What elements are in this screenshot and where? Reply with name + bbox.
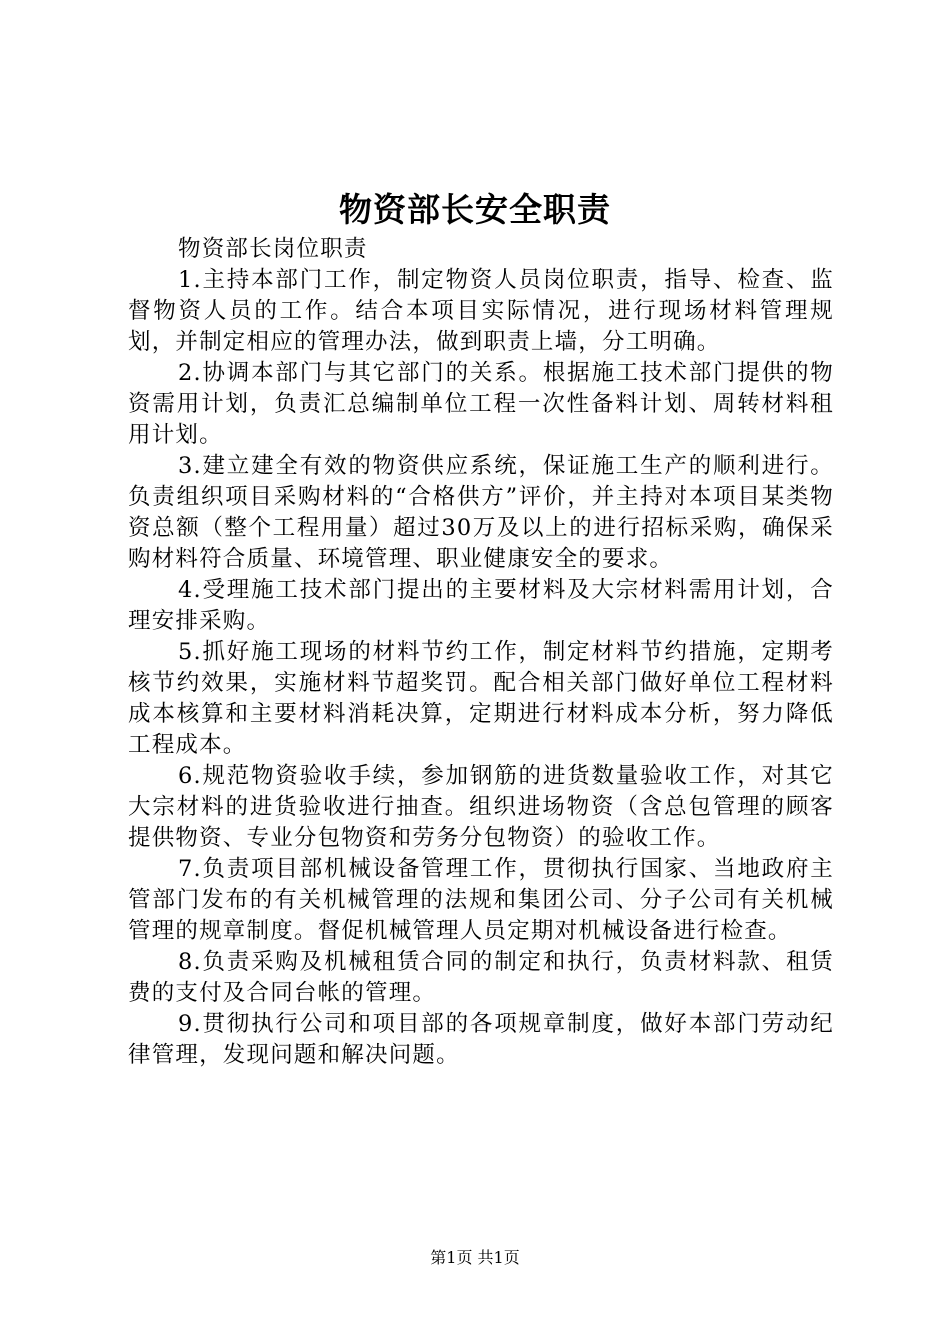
duty-item-5: 5.抓好施工现场的材料节约工作，制定材料节约措施，定期考核节约效果，实施材料节超奖罚。配合相关部门做好单位工程材料成本核算和主要材料消耗决算，定期进行材料成本分析，努力降低工程成本。 — [128, 639, 834, 758]
duty-item-8: 8.负责采购及机械租赁合同的制定和执行，负责材料款、租赁费的支付及合同台帐的管理。 — [128, 949, 834, 1006]
duty-item-1: 1.主持本部门工作，制定物资人员岗位职责，指导、检查、监督物资人员的工作。结合本项目实际情况，进行现场材料管理规划，并制定相应的管理办法，做到职责上墙，分工明确。 — [128, 267, 834, 355]
section-heading: 物资部长岗位职责 — [178, 236, 368, 262]
duty-item-6: 6.规范物资验收手续，参加钢筋的进货数量验收工作，对其它大宗材料的进货验收进行抽查。组织进场物资（含总包管理的顾客提供物资、专业分包物资和劳务分包物资）的验收工作。 — [128, 763, 834, 851]
duty-item-9: 9.贯彻执行公司和项目部的各项规章制度，做好本部门劳动纪律管理，发现问题和解决问题。 — [128, 1011, 834, 1068]
document-title: 物资部长安全职责 — [339, 190, 611, 229]
duty-item-4: 4.受理施工技术部门提出的主要材料及大宗材料需用计划，合理安排采购。 — [128, 577, 834, 634]
document-body — [128, 234, 834, 1071]
duty-item-7: 7.负责项目部机械设备管理工作，贯彻执行国家、当地政府主管部门发布的有关机械管理的法规和集团公司、分子公司有关机械管理的规章制度。督促机械管理人员定期对机械设备进行检查。 — [128, 856, 834, 944]
duty-item-2: 2.协调本部门与其它部门的关系。根据施工技术部门提供的物资需用计划，负责汇总编制单位工程一次性备料计划、周转材料租用计划。 — [128, 360, 834, 448]
duty-item-3: 3.建立建全有效的物资供应系统，保证施工生产的顺利进行。负责组织项目采购材料的“合格供方”评价，并主持对本项目某类物资总额（整个工程用量）超过30万及以上的进行招标采购，确保采购材料符合质量、环境管理、职业健康安全的要求。 — [128, 453, 834, 572]
page-footer: 第1页 共1页 — [430, 1248, 520, 1267]
